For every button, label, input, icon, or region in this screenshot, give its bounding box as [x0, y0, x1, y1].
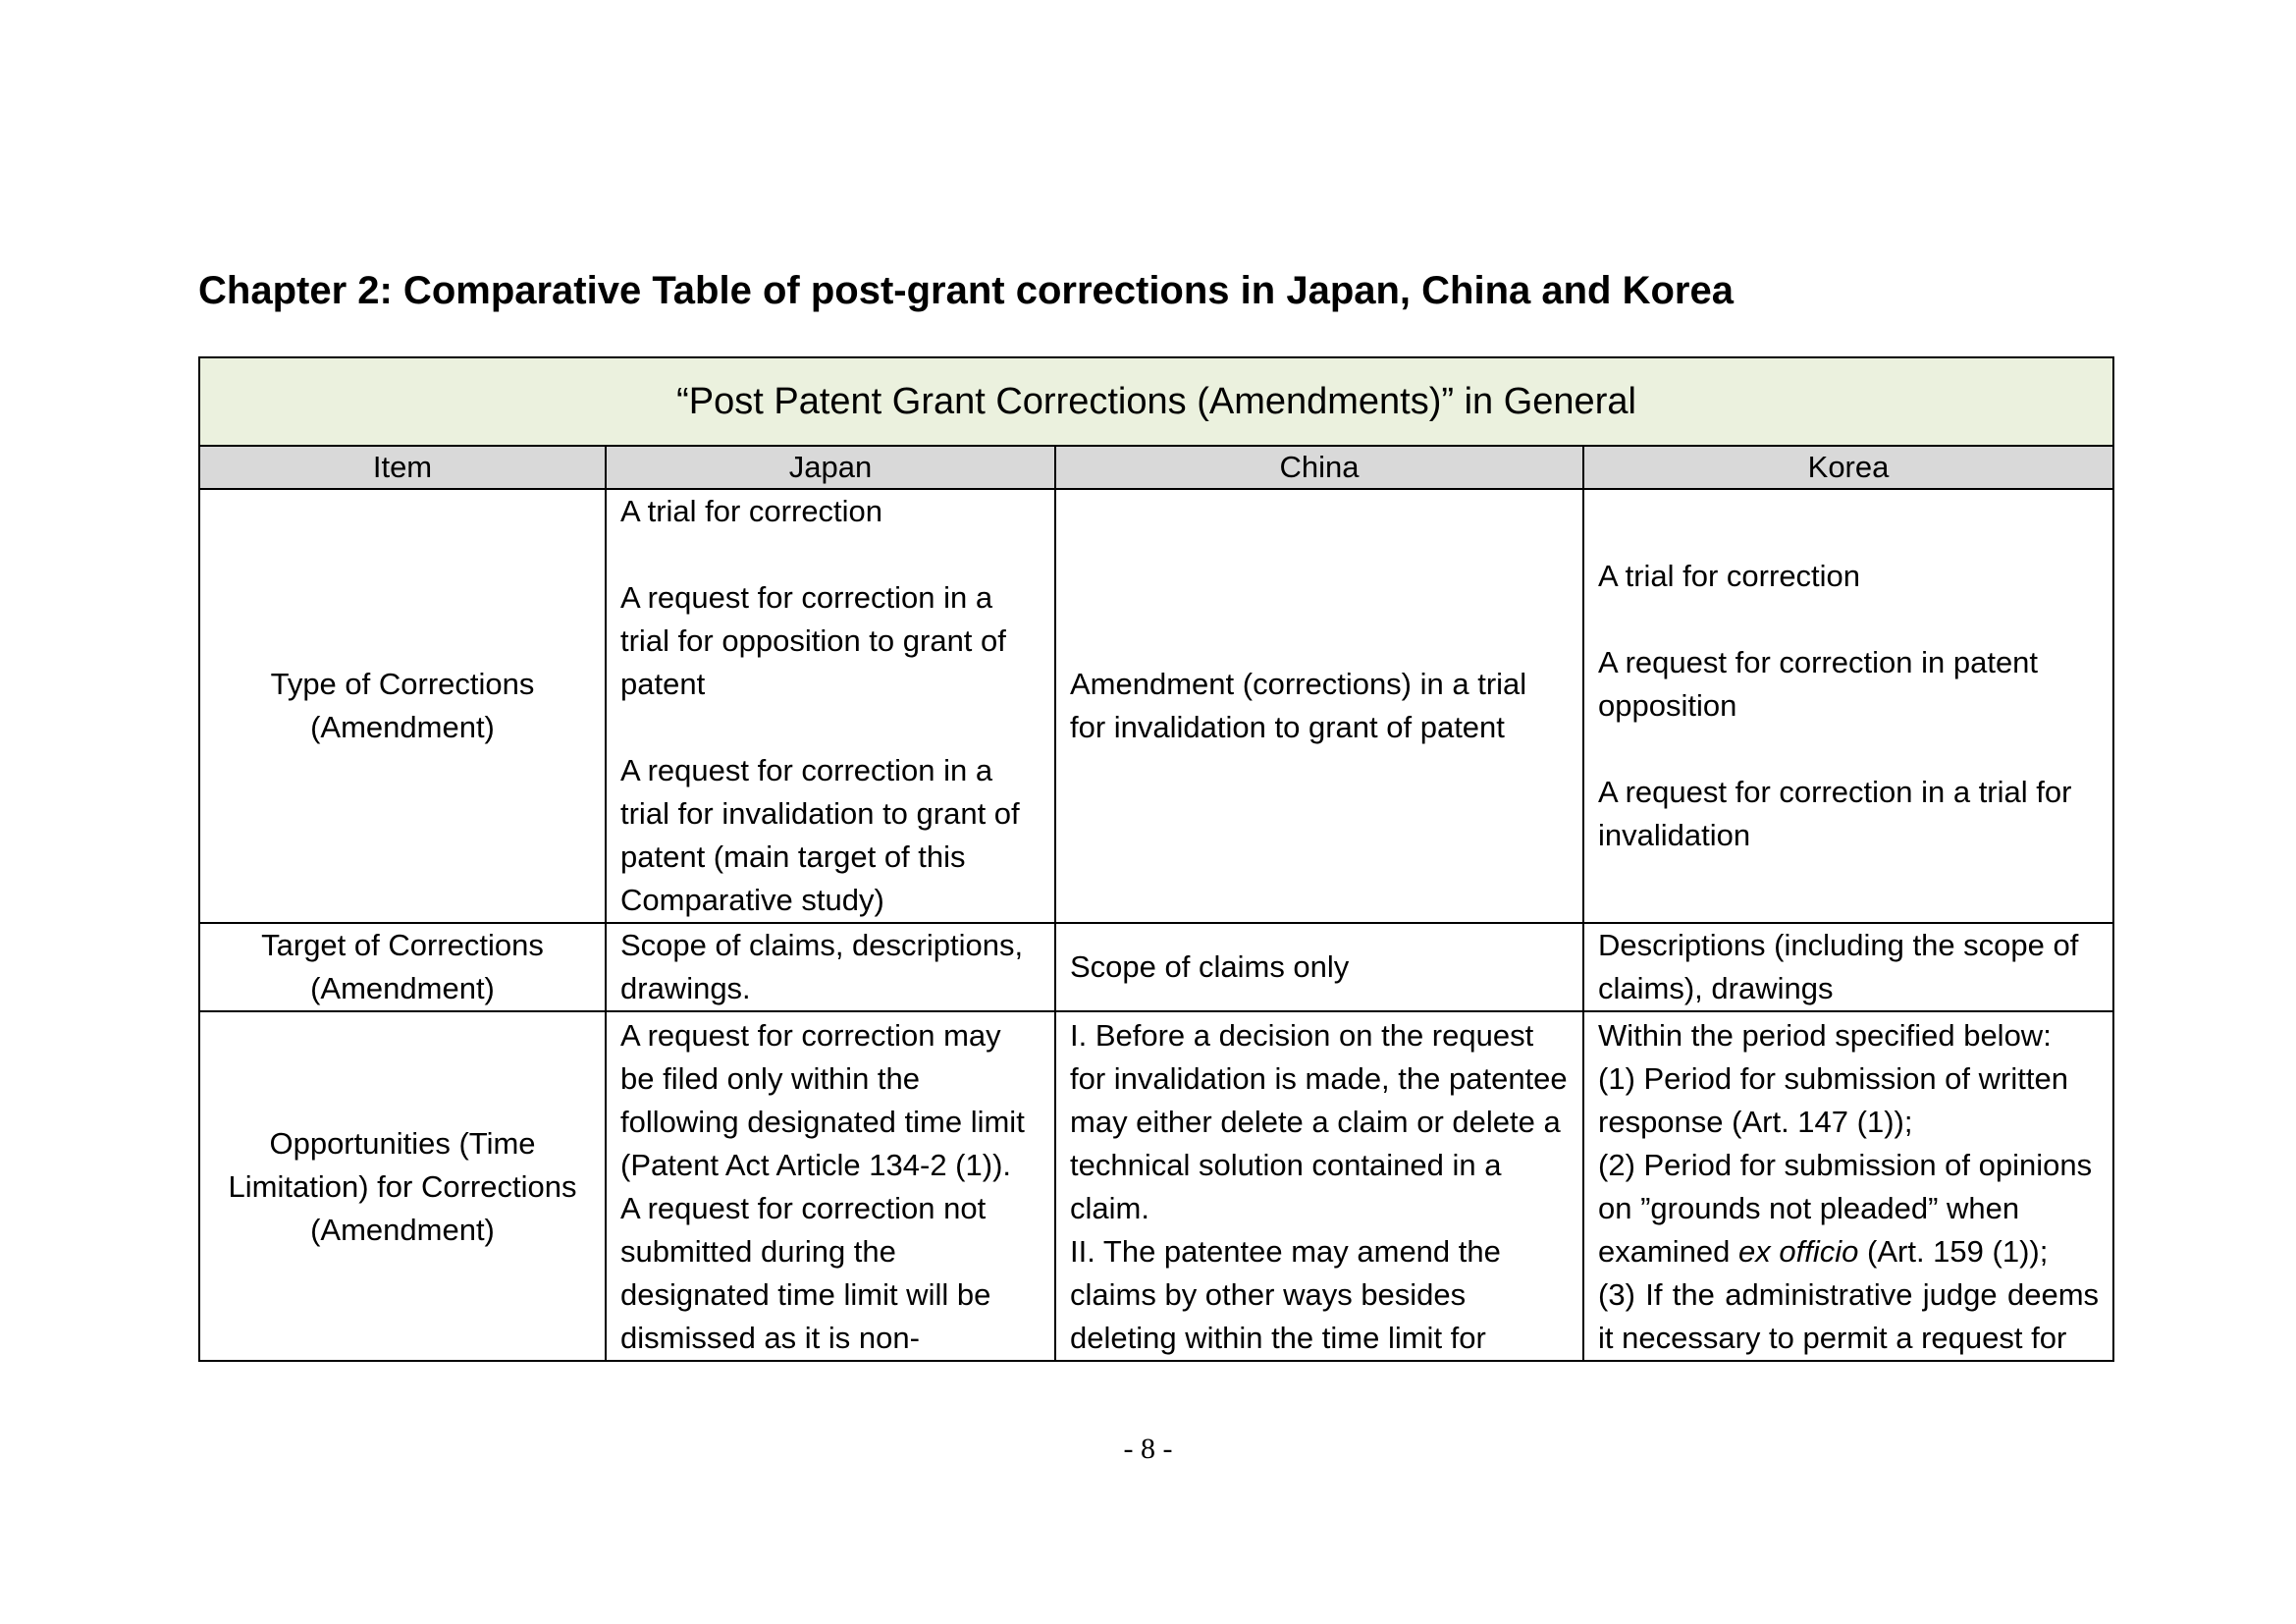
japan-paragraph: A trial for correction	[620, 494, 883, 528]
page-number: - 8 -	[1123, 1433, 1173, 1465]
row-label-target-of-corrections	[199, 923, 606, 1011]
japan-paragraph: A request for correction may be filed only within the following designated time limit (Patent Act Article 134-2 (1)).	[620, 1018, 1025, 1182]
column-header-japan: Japan	[606, 446, 1055, 489]
row-label-line: (Amendment)	[310, 710, 495, 744]
row-label-type-of-corrections	[199, 489, 606, 923]
column-header-korea: Korea	[1583, 446, 2113, 489]
row-label-line: (Amendment)	[310, 971, 495, 1005]
japan-cell	[606, 489, 1055, 923]
japan-paragraph: A request for correction in a trial for opposition to grant of patent	[620, 580, 1006, 701]
korea-cell	[1583, 1011, 2113, 1361]
korea-list-item-text: (2) Period for submission of opinions on ”grounds not pleaded” when examined	[1598, 1148, 2093, 1269]
table-row	[199, 1011, 2113, 1361]
korea-list-item: (1) Period for submission of written response (Art. 147 (1));	[1598, 1061, 2068, 1139]
column-header-item: Item	[199, 446, 606, 489]
japan-cell	[606, 1011, 1055, 1361]
korea-paragraph: A trial for correction	[1598, 559, 1861, 593]
japan-paragraph: A request for correction in a trial for invalidation to grant of patent (main target of this Comparative study)	[620, 753, 1020, 917]
china-paragraph: Amendment (corrections) in a trial for invalidation to grant of patent	[1070, 667, 1527, 744]
korea-intro: Within the period specified below:	[1598, 1018, 2052, 1053]
comparison-table	[198, 356, 2114, 1362]
china-paragraph: I. Before a decision on the request for invalidation is made, the patentee may either delete a claim or delete a technical solution contained in a claim.	[1070, 1018, 1568, 1225]
row-label-opportunities	[199, 1011, 606, 1361]
column-header-china: China	[1055, 446, 1583, 489]
korea-italic-term: ex officio	[1738, 1234, 1859, 1269]
china-cell	[1055, 1011, 1583, 1361]
korea-cell	[1583, 489, 2113, 923]
table-banner: “Post Patent Grant Corrections (Amendments)” in General	[199, 357, 2113, 446]
korea-list-item	[1598, 1144, 2099, 1273]
japan-paragraph: A request for correction not submitted during the designated time limit will be dismissed as it is non-	[620, 1191, 991, 1355]
row-label-line: Target of Corrections	[261, 928, 544, 962]
table-row	[199, 489, 2113, 923]
row-label-line: Type of Corrections	[270, 667, 535, 701]
korea-paragraph: A request for correction in patent opposition	[1598, 645, 2039, 723]
korea-list-item: (3) If the administrative judge deems it necessary to permit a request for	[1598, 1277, 2100, 1355]
japan-cell: Scope of claims, descriptions, drawings.	[606, 923, 1055, 1011]
korea-list-item-text: (Art. 159 (1));	[1867, 1234, 2049, 1269]
korea-cell: Descriptions (including the scope of claims), drawings	[1583, 923, 2113, 1011]
row-label-line: Limitation) for Corrections	[228, 1169, 577, 1204]
china-cell	[1055, 489, 1583, 923]
row-label-line: (Amendment)	[310, 1213, 495, 1247]
table-row	[199, 923, 2113, 1011]
china-cell: Scope of claims only	[1055, 923, 1583, 1011]
row-label-line: Opportunities (Time	[269, 1126, 536, 1161]
china-paragraph: II. The patentee may amend the claims by other ways besides deleting within the time limit for	[1070, 1234, 1501, 1355]
korea-paragraph: A request for correction in a trial for invalidation	[1598, 775, 2072, 852]
chapter-title: Chapter 2: Comparative Table of post-grant corrections in Japan, China and Korea	[198, 269, 1734, 312]
